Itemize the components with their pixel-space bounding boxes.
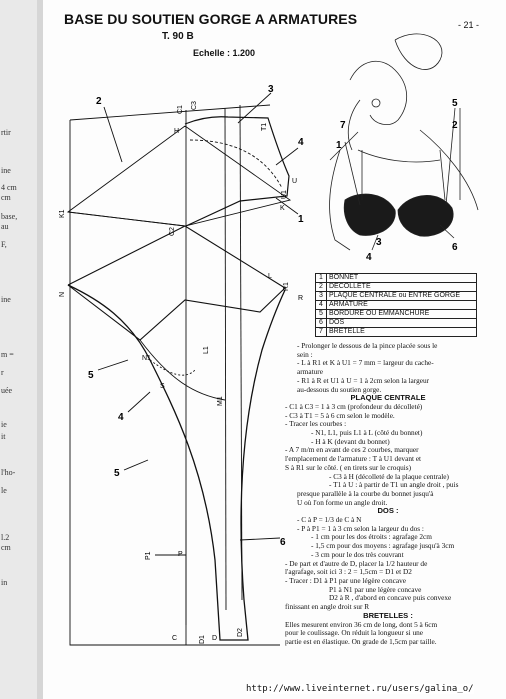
gutter-word: l.2: [1, 533, 10, 542]
legend-row: [316, 310, 477, 319]
source-url-watermark: http://www.liveinternet.ru/users/galina_o/: [246, 684, 474, 694]
legend-row: [316, 292, 477, 301]
gutter-word: ine: [1, 295, 11, 304]
note-line: - C3 à T1 = 5 à 6 cm selon le modèle.: [285, 410, 395, 420]
gutter-word: in: [1, 578, 8, 587]
gutter-word: le: [1, 486, 7, 495]
legend-text: DECOLLETE: [327, 283, 477, 292]
note-line: presque parallèle à la courbe du bonnet jusqu'à: [297, 488, 434, 498]
piece-number: 4: [118, 412, 124, 423]
gutter-word: cm: [1, 193, 11, 202]
legend-num: 5: [316, 310, 327, 319]
note-line: - Tracer les courbes :: [285, 419, 347, 429]
legend-text: BORDURE OU EMMANCHURE: [327, 310, 477, 319]
gutter-word: au: [1, 222, 9, 231]
note-line: P1 à N1 par une légère concave: [329, 584, 422, 594]
note-line: - H à K (devant du bonnet): [311, 436, 390, 446]
point-label: D: [212, 635, 218, 642]
legend-row: [316, 283, 477, 292]
point-label: C: [172, 635, 178, 642]
figure-number: 3: [376, 237, 382, 248]
back-lower-curve: [140, 340, 225, 400]
note-line: pour le coulissage. On réduit la longueur si une: [285, 628, 423, 638]
point-label: L: [268, 273, 272, 280]
page-number: - 21 -: [458, 20, 480, 30]
figure-number: 7: [340, 120, 346, 131]
note-line: - R1 à R et U1 à U = 1 à 2cm selon la largeur: [297, 375, 430, 385]
figure-number: 2: [452, 120, 458, 131]
piece-number: 2: [96, 96, 102, 107]
point-label: U: [292, 178, 298, 185]
note-line: armature: [297, 367, 323, 377]
piece-number-labels: [88, 84, 304, 548]
leader-2: [104, 107, 122, 162]
piece-number: 3: [268, 84, 274, 95]
gutter-word: uée: [1, 386, 13, 395]
point-label: P: [178, 551, 183, 558]
upper-cup-outline: [68, 126, 290, 226]
legend-text: DOS: [327, 319, 477, 328]
leader-6: [240, 538, 280, 540]
note-line: - De part et d'autre de D, placer la 1/2 hauteur de: [285, 558, 428, 568]
legend-row: [316, 319, 477, 328]
legend-text: ARMATURE: [327, 301, 477, 310]
point-label: T1: [261, 122, 268, 131]
leader-5: [98, 360, 128, 370]
legend-text: BRETELLE: [327, 328, 477, 337]
leader-5b: [124, 460, 148, 470]
figure-number: 1: [336, 140, 342, 151]
note-line: finissant en angle droit sur R: [285, 602, 370, 612]
piece-number: 6: [280, 537, 286, 548]
figure-number: 6: [452, 242, 458, 253]
note-line: - 1,5 cm pour dos moyens : agrafage jusqu'à 3cm: [311, 541, 455, 551]
note-line: - Tracer : D1 à P1 par une légère concave: [285, 575, 406, 585]
size-label: T. 90 B: [162, 31, 194, 42]
legend-row: [316, 328, 477, 337]
note-line: U où l'on forme un angle droit.: [297, 497, 388, 507]
pattern-point-labels: [59, 101, 303, 644]
section-heading: BRETELLES :: [363, 610, 413, 620]
instructions-text: [285, 342, 491, 647]
note-line: - L à R1 et K à U1 = 7 mm = largeur du cache-: [297, 358, 434, 368]
piece-number: 5: [88, 370, 94, 381]
leader-4b: [128, 392, 150, 412]
note-line: au-dessous du soutien gorge.: [297, 384, 382, 394]
point-label: D1: [199, 635, 206, 644]
legend-num: 7: [316, 328, 327, 337]
note-line: l'emplacement de l'armature : T à U1 devant et: [285, 454, 422, 464]
legend-num: 6: [316, 319, 327, 328]
legend-table: [315, 273, 477, 337]
piece-number: 4: [298, 137, 304, 148]
point-label: K1: [59, 209, 66, 218]
note-line: - C3 à H (décolleté de la plaque centrale): [329, 471, 449, 481]
gutter-word: base,: [1, 212, 18, 221]
note-line: - C à P = 1/3 de C à N: [297, 515, 362, 525]
point-label: S: [160, 383, 165, 390]
gutter-word: it: [1, 432, 6, 441]
legend-row: [316, 274, 477, 283]
point-label: C1: [177, 105, 184, 114]
point-label: K: [280, 205, 285, 212]
gutter-word: rtir: [1, 128, 11, 137]
page-title: BASE DU SOUTIEN GORGE A ARMATURES: [64, 11, 358, 27]
gutter-word: ie: [1, 420, 7, 429]
point-label: R: [298, 295, 304, 302]
gutter-word: F,: [1, 240, 7, 249]
fashion-sketch: [330, 34, 478, 250]
point-label: R1: [283, 282, 290, 291]
note-line: - C1 à C3 = 1 à 3 cm (profondeur du décolleté): [285, 401, 423, 411]
legend-text: BONNET: [327, 274, 477, 283]
gutter-word: ine: [1, 166, 11, 175]
note-line: D2 à R , d'abord en concave puis convexe: [329, 593, 452, 603]
note-line: - A 7 m/m en avant de ces 2 courbes, marquer: [285, 445, 419, 455]
note-line: partie est en élastique. On grade de 1,5cm par taille.: [285, 636, 437, 646]
legend-num: 4: [316, 301, 327, 310]
gutter-word: 4 cm: [1, 183, 17, 192]
point-label: N: [59, 291, 66, 297]
figure-number: 4: [366, 252, 372, 263]
point-label: U1: [281, 190, 288, 199]
note-line: l'agrafage, soit ici 3 : 2 = 1,5cm = D1 et D2: [285, 567, 412, 577]
construction-outline: [70, 120, 280, 645]
note-line: - T1 à U : à partir de T1 un angle droit , puis: [329, 480, 459, 490]
wire-line-dashed: [190, 140, 282, 188]
note-line: S à R1 sur le côté. ( en tirets sur le croquis): [285, 462, 412, 472]
section-heading: PLAQUE CENTRALE: [350, 393, 426, 403]
note-line: - 1 cm pour les dos étroits : agrafage 2cm: [311, 532, 432, 542]
piece-number: 5: [114, 468, 120, 479]
lower-cup-outline: [68, 226, 285, 340]
figure-number: 5: [452, 98, 458, 109]
gutter-word: r: [1, 368, 4, 377]
note-line: - P à P1 = 1 à 3 cm selon la largeur du dos :: [297, 523, 424, 533]
back-piece-outline: [68, 285, 285, 640]
legend-row: [316, 301, 477, 310]
section-heading: DOS :: [377, 506, 399, 516]
note-line: - Prolonger le dessous de la pince placée sous le: [297, 341, 438, 350]
legend-num: 2: [316, 283, 327, 292]
piece-number: 1: [298, 214, 304, 225]
legend-text: PLAQUE CENTRALE ou ENTRE GORGE: [327, 292, 477, 301]
gutter-word: m =: [1, 350, 14, 359]
point-label: M1: [217, 396, 224, 406]
note-line: sein :: [297, 349, 313, 359]
point-label: L1: [203, 346, 210, 354]
guide-line: [225, 108, 226, 610]
legend-num: 3: [316, 292, 327, 301]
note-line: - 3 cm pour le dos très couvrant: [311, 549, 404, 559]
point-label: N1: [142, 355, 151, 362]
legend-num: 1: [316, 274, 327, 283]
note-line: - N1, L1, puis L1 à L (côté du bonnet): [311, 428, 423, 438]
note-line: Elles mesurent environ 36 cm de long, dont 5 à 6cm: [285, 619, 438, 629]
scale-label: Echelle : 1.200: [193, 48, 256, 58]
point-label: H: [174, 128, 180, 135]
point-label: D2: [237, 628, 244, 637]
point-label: C2: [169, 227, 176, 236]
gutter-word: cm: [1, 543, 11, 552]
gutter-word: l'ho-: [1, 468, 16, 477]
cup-diagonal: [68, 212, 185, 226]
point-label: C3: [191, 101, 198, 110]
centre-plaque-outline: [185, 117, 289, 226]
point-label: P1: [145, 551, 152, 560]
